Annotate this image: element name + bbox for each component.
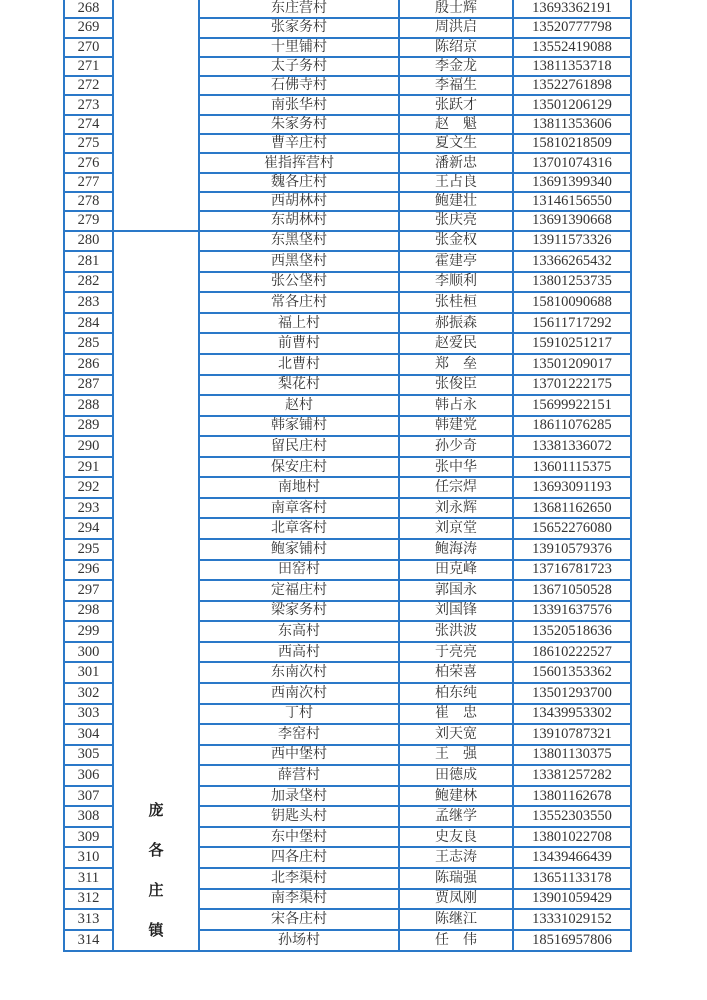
row-number: 285 [64,333,113,354]
village-name: 定福庄村 [199,580,399,601]
contact-person: 柏东纯 [399,683,513,704]
row-number: 307 [64,786,113,807]
village-name: 西中堡村 [199,745,399,766]
contact-person: 陈继江 [399,909,513,930]
contact-person: 王 强 [399,745,513,766]
phone-number: 13693362191 [513,0,631,18]
contact-person: 张桂桓 [399,292,513,313]
village-name: 北李渠村 [199,868,399,889]
row-number: 276 [64,153,113,172]
table-row [64,231,631,252]
contact-person: 王占良 [399,173,513,192]
contact-person: 任 伟 [399,930,513,951]
row-number: 281 [64,251,113,272]
contact-person: 赵 魁 [399,115,513,134]
row-number: 300 [64,642,113,663]
contact-person: 韩建党 [399,416,513,437]
village-name: 钥匙头村 [199,806,399,827]
phone-number: 13501293700 [513,683,631,704]
phone-number: 13910787321 [513,724,631,745]
contact-person: 郝振森 [399,313,513,334]
row-number: 271 [64,57,113,76]
village-name: 加录垡村 [199,786,399,807]
row-number: 289 [64,416,113,437]
phone-number: 13520518636 [513,621,631,642]
village-name: 前曹村 [199,333,399,354]
phone-number: 15810090688 [513,292,631,313]
phone-number: 13552303550 [513,806,631,827]
row-number: 313 [64,909,113,930]
row-number: 310 [64,847,113,868]
phone-number: 13911573326 [513,231,631,252]
village-name: 南李渠村 [199,889,399,910]
row-number: 305 [64,745,113,766]
row-number: 286 [64,354,113,375]
village-name: 东黑垡村 [199,231,399,252]
phone-number: 13811353718 [513,57,631,76]
phone-number: 13601115375 [513,457,631,478]
phone-number: 13439953302 [513,704,631,725]
contact-person: 刘天宽 [399,724,513,745]
phone-number: 15910251217 [513,333,631,354]
row-number: 284 [64,313,113,334]
phone-number: 15810218509 [513,134,631,153]
village-name: 南地村 [199,477,399,498]
row-number: 297 [64,580,113,601]
row-number: 304 [64,724,113,745]
contact-person: 刘国锋 [399,601,513,622]
phone-number: 13366265432 [513,251,631,272]
village-name: 西黑垡村 [199,251,399,272]
phone-number: 18610222527 [513,642,631,663]
phone-number: 18516957806 [513,930,631,951]
contact-person: 鲍海涛 [399,539,513,560]
town-cell [113,0,199,231]
row-number: 292 [64,477,113,498]
village-name: 梨花村 [199,375,399,396]
contact-person: 李顺利 [399,272,513,293]
row-number: 270 [64,38,113,57]
phone-number: 13651133178 [513,868,631,889]
contact-person: 郑 垒 [399,354,513,375]
contact-person: 史友良 [399,827,513,848]
contact-person: 张金权 [399,231,513,252]
village-name: 东中堡村 [199,827,399,848]
phone-number: 13391637576 [513,601,631,622]
phone-number: 15611717292 [513,313,631,334]
phone-number: 13381257282 [513,765,631,786]
row-number: 312 [64,889,113,910]
village-name: 北曹村 [199,354,399,375]
phone-number: 13910579376 [513,539,631,560]
contact-person: 张中华 [399,457,513,478]
contact-person: 刘京堂 [399,518,513,539]
phone-number: 13801162678 [513,786,631,807]
phone-number: 15699922151 [513,395,631,416]
village-name: 魏各庄村 [199,173,399,192]
row-number: 303 [64,704,113,725]
village-name: 丁村 [199,704,399,725]
contact-person: 王志涛 [399,847,513,868]
village-name: 南章客村 [199,498,399,519]
phone-number: 13716781723 [513,560,631,581]
contact-person: 鲍建林 [399,786,513,807]
contact-person: 田德成 [399,765,513,786]
village-name: 李窑村 [199,724,399,745]
contact-person: 韩占永 [399,395,513,416]
phone-number: 13146156550 [513,192,631,211]
row-number: 272 [64,76,113,95]
village-name: 留民庄村 [199,436,399,457]
contact-person: 鲍建壮 [399,192,513,211]
phone-number: 15601353362 [513,662,631,683]
village-name: 崔指挥营村 [199,153,399,172]
contact-person: 柏荣喜 [399,662,513,683]
row-number: 301 [64,662,113,683]
row-number: 302 [64,683,113,704]
phone-number: 13501206129 [513,95,631,114]
row-number: 290 [64,436,113,457]
row-number: 306 [64,765,113,786]
table-row [64,0,631,18]
contact-person: 贾凤刚 [399,889,513,910]
town-name: 庞各庄镇 [148,800,164,939]
contact-person: 任宗焊 [399,477,513,498]
village-name: 曹辛庄村 [199,134,399,153]
row-number: 279 [64,211,113,230]
contact-person: 陈瑞强 [399,868,513,889]
row-number: 280 [64,231,113,252]
row-number: 268 [64,0,113,18]
phone-number: 13681162650 [513,498,631,519]
village-name: 鲍家铺村 [199,539,399,560]
contact-person: 霍建亭 [399,251,513,272]
contact-person: 崔 忠 [399,704,513,725]
row-number: 273 [64,95,113,114]
table-body [64,0,631,951]
village-name: 南张华村 [199,95,399,114]
phone-number: 13331029152 [513,909,631,930]
row-number: 269 [64,18,113,37]
row-number: 278 [64,192,113,211]
row-number: 295 [64,539,113,560]
contact-person: 陈绍京 [399,38,513,57]
row-number: 274 [64,115,113,134]
village-name: 十里铺村 [199,38,399,57]
row-number: 298 [64,601,113,622]
contact-person: 孟继学 [399,806,513,827]
village-name: 东南次村 [199,662,399,683]
village-contact-table [63,0,632,952]
contact-person: 刘永辉 [399,498,513,519]
row-number: 291 [64,457,113,478]
contact-person: 李金龙 [399,57,513,76]
contact-person: 田克峰 [399,560,513,581]
village-name: 宋各庄村 [199,909,399,930]
village-name: 四各庄村 [199,847,399,868]
village-name: 保安庄村 [199,457,399,478]
village-name: 韩家铺村 [199,416,399,437]
phone-number: 13671050528 [513,580,631,601]
contact-person: 周洪启 [399,18,513,37]
row-number: 314 [64,930,113,951]
village-name: 孙场村 [199,930,399,951]
contact-person: 张庆亮 [399,211,513,230]
village-name: 北章客村 [199,518,399,539]
village-name: 太子务村 [199,57,399,76]
village-name: 石佛寺村 [199,76,399,95]
phone-number: 13701074316 [513,153,631,172]
phone-number: 13522761898 [513,76,631,95]
row-number: 294 [64,518,113,539]
village-name: 张公垡村 [199,272,399,293]
village-name: 西高村 [199,642,399,663]
phone-number: 13439466439 [513,847,631,868]
village-name: 薛营村 [199,765,399,786]
row-number: 308 [64,806,113,827]
row-number: 293 [64,498,113,519]
phone-number: 13381336072 [513,436,631,457]
village-name: 东胡林村 [199,211,399,230]
row-number: 277 [64,173,113,192]
village-name: 西南次村 [199,683,399,704]
contact-person: 张跃才 [399,95,513,114]
phone-number: 13552419088 [513,38,631,57]
phone-number: 13520777798 [513,18,631,37]
contact-person: 张洪波 [399,621,513,642]
village-name: 福上村 [199,313,399,334]
phone-number: 13901059429 [513,889,631,910]
village-name: 常各庄村 [199,292,399,313]
contact-person: 张俊臣 [399,375,513,396]
contact-person: 孙少奇 [399,436,513,457]
row-number: 275 [64,134,113,153]
contact-person: 夏文生 [399,134,513,153]
phone-number: 13693091193 [513,477,631,498]
town-cell [113,231,199,951]
phone-number: 13501209017 [513,354,631,375]
village-name: 东庄营村 [199,0,399,18]
row-number: 296 [64,560,113,581]
row-number: 283 [64,292,113,313]
contact-person: 郭国永 [399,580,513,601]
village-name: 西胡林村 [199,192,399,211]
phone-number: 15652276080 [513,518,631,539]
phone-number: 18611076285 [513,416,631,437]
phone-number: 13801022708 [513,827,631,848]
contact-person: 赵爱民 [399,333,513,354]
row-number: 287 [64,375,113,396]
phone-number: 13691390668 [513,211,631,230]
contact-person: 李福生 [399,76,513,95]
phone-number: 13801253735 [513,272,631,293]
contact-person: 潘新忠 [399,153,513,172]
contact-person: 于亮亮 [399,642,513,663]
row-number: 299 [64,621,113,642]
village-name: 朱家务村 [199,115,399,134]
phone-number: 13701222175 [513,375,631,396]
row-number: 282 [64,272,113,293]
phone-number: 13811353606 [513,115,631,134]
row-number: 288 [64,395,113,416]
row-number: 309 [64,827,113,848]
contact-person: 殷士辉 [399,0,513,18]
village-name: 东高村 [199,621,399,642]
village-name: 田窑村 [199,560,399,581]
phone-number: 13691399340 [513,173,631,192]
village-name: 梁家务村 [199,601,399,622]
row-number: 311 [64,868,113,889]
phone-number: 13801130375 [513,745,631,766]
village-name: 张家务村 [199,18,399,37]
village-name: 赵村 [199,395,399,416]
